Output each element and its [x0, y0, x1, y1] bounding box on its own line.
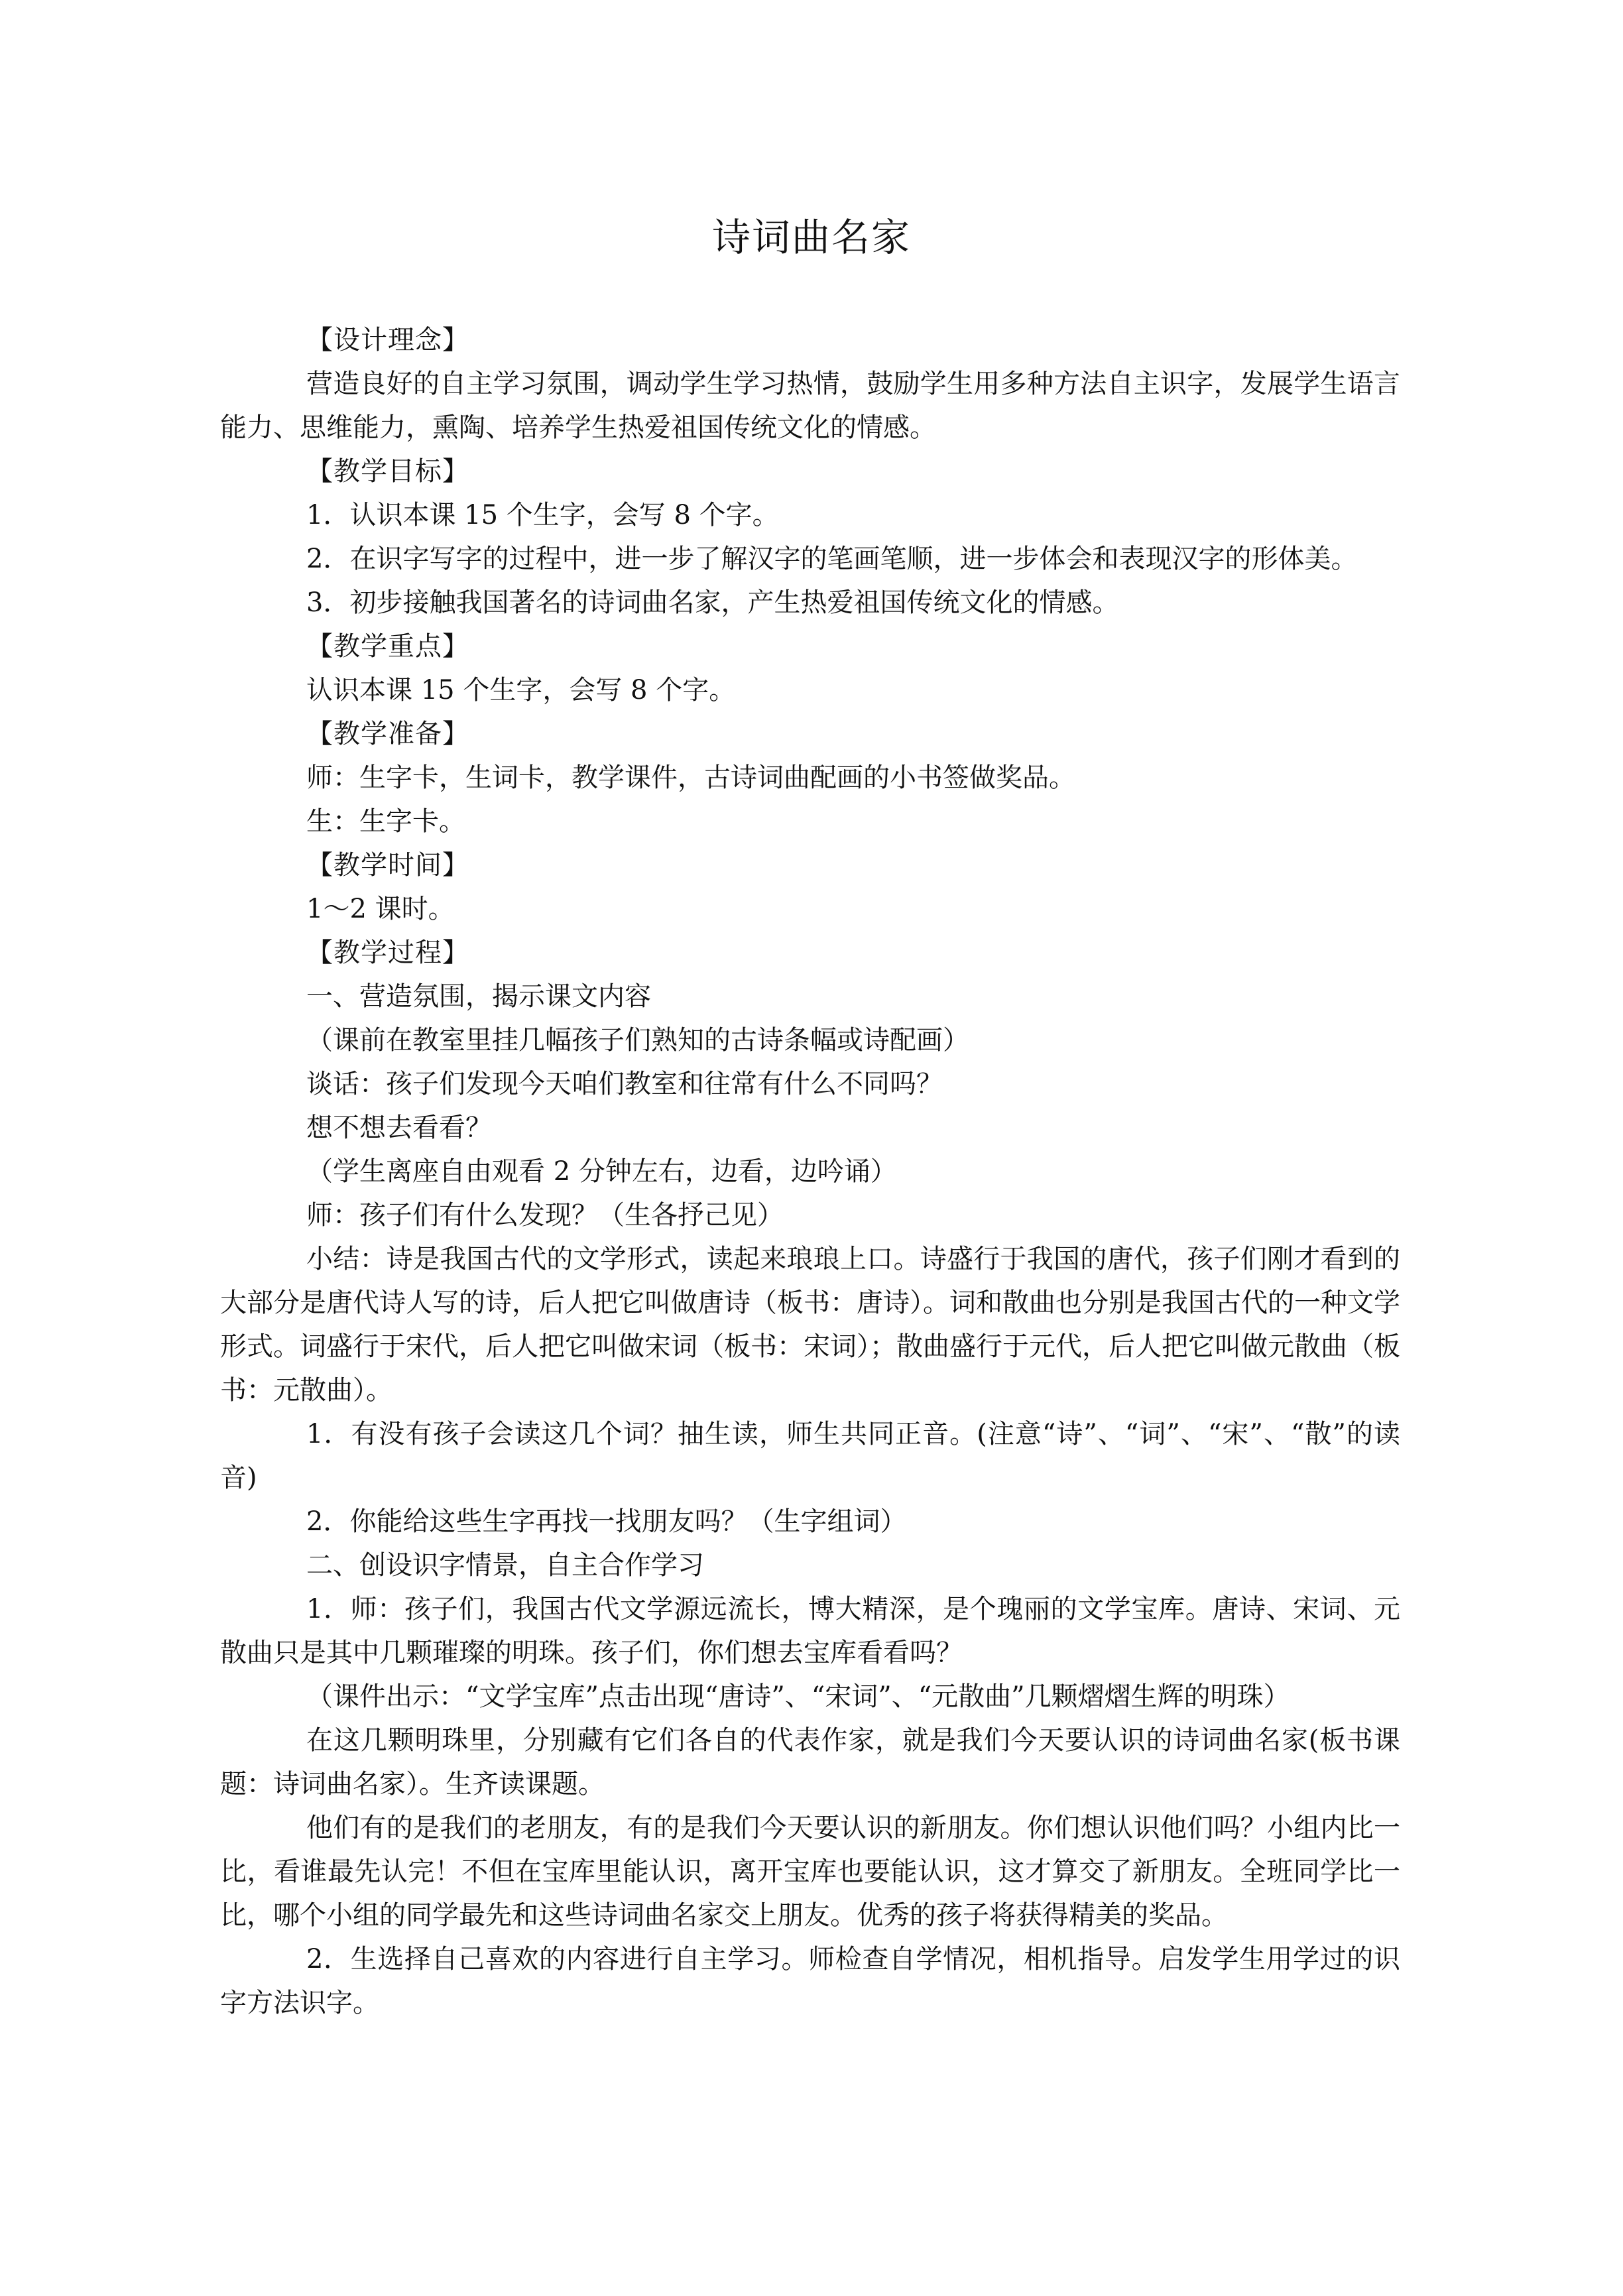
- paragraph: 想不想去看看？: [306, 1113, 492, 1143]
- section-heading-teaching-process: 【教学过程】: [306, 937, 469, 968]
- paragraph: 2．生选择自己喜欢的内容进行自主学习。师检查自学情况，相机指导。启发学生用学过的识字方法识字。: [220, 1944, 1400, 2018]
- paragraph: 师：孩子们有什么发现？（生各抒己见）: [306, 1200, 784, 1231]
- paragraph: 营造良好的自主学习氛围，调动学生学习热情，鼓励学生用多种方法自主识字，发展学生语言能力、思维能力，熏陶、培养学生热爱祖国传统文化的情感。: [220, 369, 1400, 443]
- paragraph: 1～2 课时。: [306, 894, 455, 924]
- paragraph: 一、营造氛围，揭示课文内容: [306, 981, 651, 1012]
- section-heading-teaching-goals: 【教学目标】: [306, 456, 469, 487]
- paragraph: 1．师：孩子们，我国古代文学源远流长，博大精深，是个瑰丽的文学宝库。唐诗、宋词、元散曲只是其中几颗璀璨的明珠。孩子们，你们想去宝库看看吗？: [220, 1594, 1400, 1668]
- paragraph: 二、创设识字情景，自主合作学习: [306, 1550, 704, 1581]
- paragraph: （课件出示：“文学宝库”点击出现“唐诗”、“宋词”、“元散曲”几颗熠熠生辉的明珠）: [306, 1681, 1290, 1712]
- paragraph: 2．在识字写字的过程中，进一步了解汉字的笔画笔顺，进一步体会和表现汉字的形体美。: [306, 544, 1358, 574]
- paragraph: 1．有没有孩子会读这几个词？抽生读，师生共同正音。(注意“诗”、“词”、“宋”、“散”的读音): [220, 1419, 1400, 1493]
- paragraph: 他们有的是我们的老朋友，有的是我们今天要认识的新朋友。你们想认识他们吗？小组内比一比，看谁最先认完！不但在宝库里能认识，离开宝库也要能认识，这才算交了新朋友。全班同学比一比，哪个小组的同学最先和这些诗词曲名家交上朋友。优秀的孩子将获得精美的奖品。: [220, 1813, 1400, 1931]
- section-heading-teaching-focus: 【教学重点】: [306, 631, 469, 662]
- paragraph: 2．你能给这些生字再找一找朋友吗？（生字组词）: [306, 1506, 907, 1537]
- paragraph: 3．初步接触我国著名的诗词曲名家，产生热爱祖国传统文化的情感。: [306, 587, 1119, 618]
- document-body: [220, 318, 1400, 2025]
- paragraph: 认识本课 15 个生字，会写 8 个字。: [306, 675, 736, 705]
- section-heading-teaching-preparation: 【教学准备】: [306, 719, 469, 749]
- paragraph: 在这几颗明珠里，分别藏有它们各自的代表作家，就是我们今天要认识的诗词曲名家(板书课题：诗词曲名家）。生齐读课题。: [220, 1725, 1400, 1799]
- document-title: 诗词曲名家: [711, 215, 911, 260]
- paragraph: （学生离座自由观看 2 分钟左右，边看，边吟诵）: [306, 1156, 897, 1187]
- paragraph: （课前在教室里挂几幅孩子们熟知的古诗条幅或诗配画）: [306, 1025, 969, 1056]
- paragraph: 1．认识本课 15 个生字，会写 8 个字。: [306, 500, 779, 530]
- paragraph: 师：生字卡，生词卡，教学课件，古诗词曲配画的小书签做奖品。: [306, 762, 1075, 793]
- paragraph: 谈话：孩子们发现今天咱们教室和往常有什么不同吗？: [306, 1069, 943, 1099]
- section-heading-teaching-time: 【教学时间】: [306, 850, 469, 880]
- paragraph: 生：生字卡。: [306, 806, 465, 837]
- section-heading-design-concept: 【设计理念】: [306, 325, 469, 355]
- paragraph: 小结：诗是我国古代的文学形式，读起来琅琅上口。诗盛行于我国的唐代，孩子们刚才看到的大部分是唐代诗人写的诗，后人把它叫做唐诗（板书：唐诗）。词和散曲也分别是我国古代的一种文学形式。词盛行于宋代，后人把它叫做宋词（板书：宋词）；散曲盛行于元代，后人把它叫做元散曲（板书：元散曲）。: [220, 1244, 1400, 1406]
